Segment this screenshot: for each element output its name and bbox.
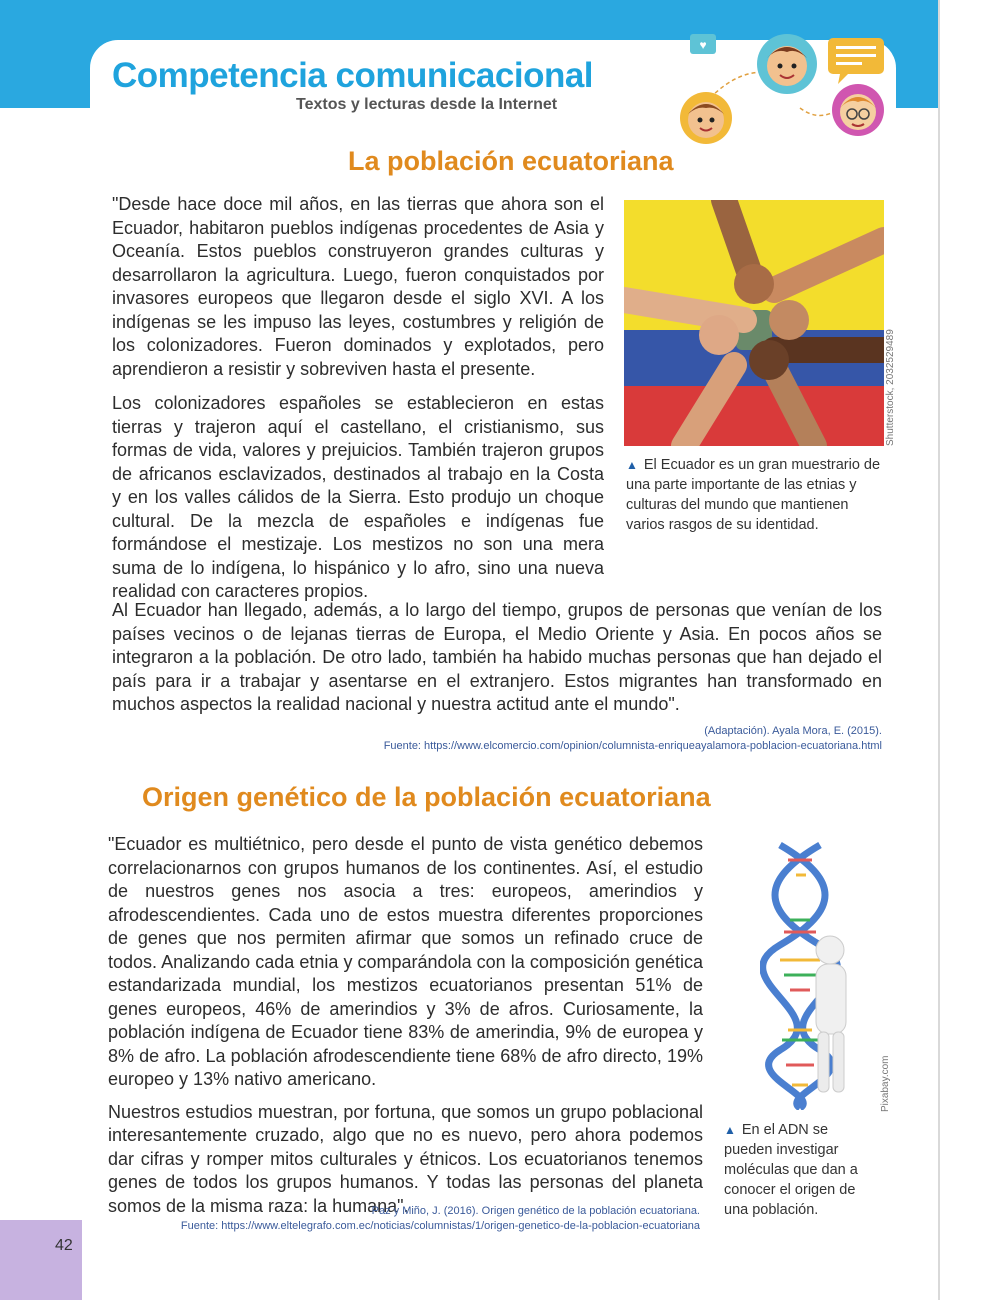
source-citation-2 — [120, 1204, 700, 1234]
citation-url[interactable]: Fuente: https://www.elcomercio.com/opinion/columnista-enriqueayalamora-poblacion-ecuatoriana.html — [383, 740, 882, 752]
section-header-subtitle: Textos y lecturas desde la Internet — [296, 96, 558, 113]
hands-ecuador-flag-photo — [624, 200, 884, 446]
paragraph: Los colonizadores españoles se establecieron en estas tierras y trajeron aquí el castellano, el cristianismo, sus formas de vida, valores y prejuicios. También trajeron grupos de africanos esclavizados, destinados al trabajo en la Costa y en los valles cálidos de la Sierra. Esto produjo un choque cultural. De la mezcla de españoles e indígenas fue formándose el mestizaje. Los mestizos no son una mera suma de lo indígena, lo hispánico y lo afro, sino una nueva realidad con caracteres propios. — [112, 393, 604, 601]
dna-helix-illustration — [760, 840, 880, 1110]
dna-caption — [724, 1120, 874, 1220]
section-title-origen-genetico: Origen genético de la población ecuatoriana — [142, 782, 711, 812]
triangle-bullet-icon: ▲ — [626, 458, 638, 472]
section1-full-text — [112, 599, 882, 727]
page-number-tab — [0, 1220, 82, 1300]
section-title-poblacion: La población ecuatoriana — [348, 146, 674, 176]
citation-author: (Adaptación). Ayala Mora, E. (2015). — [704, 725, 882, 737]
section-header-title: Competencia comunicacional — [112, 56, 594, 95]
kids-illustration — [670, 28, 900, 148]
dna-credit: Pixabay.com — [880, 1055, 891, 1112]
page-edge-line — [938, 0, 940, 1300]
dna-caption-text: En el ADN se pueden investigar moléculas que dan a conocer el origen de una población. — [724, 1122, 858, 1218]
section2-text — [108, 833, 703, 1228]
citation-author: Paz y Miño, J. (2016). Origen genético de la población ecuatoriana. — [371, 1205, 700, 1217]
page-number: 42 — [55, 1237, 73, 1254]
paragraph: "Ecuador es multiétnico, pero desde el punto de vista genético debemos correlacionarnos con grupos humanos de los continentes. Así, el estudio de nuestros genes nos asocia a tres: europeos, amerindios y afrodescendientes. Cada uno de estos muestra diferentes proporciones de genes que nos permiten afirmar que somos un refinado cruce de todos. Analizando cada etnia y comparándola con la composición genética estandarizada mundial, los mestizos ecuatorianos presentan 51% de genes europeos, 46% de amerindios y 3% de afros. Curiosamente, la población indígena de Ecuador tiene 83% de amerindia, 9% de europea y 8% de afro. La población afrodescendiente tiene 68% de afro directo, 19% europeo y 13% nativo americano. — [108, 834, 703, 1089]
section1-column-text — [112, 193, 604, 614]
paragraph: "Desde hace doce mil años, en las tierras que ahora son el Ecuador, habitaron pueblos indígenas procedentes de Asia y Oceanía. Estos pueblos construyeron grandes culturas y desarrollaron la agricultura. Luego, fueron conquistados por invasores europeos que llegaron desde el siglo XVI. A los indígenas se les impuso las leyes, costumbres y religión de los colonizadores. Fueron dominados y explotados, pero aprendieron a resistir y sobreviven hasta el presente. — [112, 194, 604, 379]
paragraph: Nuestros estudios muestran, por fortuna, que somos un grupo poblacional interesantemente cruzado, algo que no es nuevo, pero ahora podemos dar cifras y romper mitos culturales y étnicos. Los ecuatorianos tenemos genes de todos los grupos humanos. Y todas las personas del planeta somos de la misma raza: la humana". — [108, 1101, 703, 1216]
citation-url[interactable]: Fuente: https://www.eltelegrafo.com.ec/noticias/columnistas/1/origen-genetico-de-la-poblacion-ecuatoriana — [180, 1220, 700, 1232]
triangle-bullet-icon: ▲ — [724, 1123, 736, 1137]
photo-credit: Shutterstock, 2032529489 — [885, 329, 896, 446]
svg-text:♥: ♥ — [699, 38, 707, 52]
paragraph: Al Ecuador han llegado, además, a lo largo del tiempo, grupos de personas que venían de los países vecinos o de lejanas tierras de Europa, el Medio Oriente y Asia. En pocos años se integraron a la población. De otro lado, también ha habido muchas personas que han dejado el país para ir a trabajar y asentarse en el extranjero. Estos migrantes han transformado en muchos aspectos la realidad nacional y nuestra actitud ante el mundo". — [112, 600, 882, 714]
photo-caption — [626, 455, 884, 535]
photo-caption-text: El Ecuador es un gran muestrario de una parte importante de las etnias y culturas del mundo que mantienen varios rasgos de su identidad. — [626, 457, 881, 533]
source-citation-1 — [300, 724, 882, 754]
